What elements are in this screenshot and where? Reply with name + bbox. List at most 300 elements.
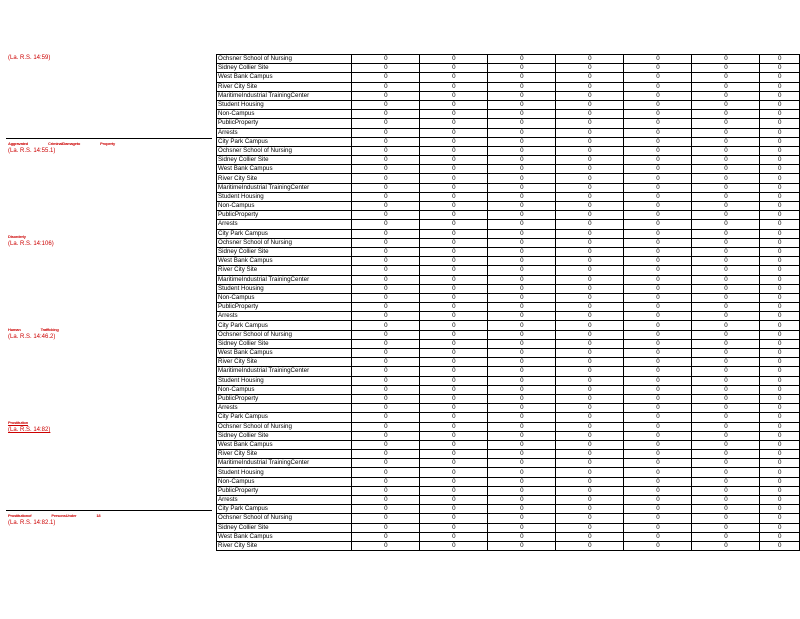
count-cell: 0	[624, 358, 692, 367]
count-cell: 0	[556, 496, 624, 505]
count-cell: 0	[760, 413, 800, 422]
offense-title	[8, 327, 79, 332]
statute-reference: (La. R.S. 14:106)	[8, 241, 54, 247]
count-cell: 0	[760, 477, 800, 486]
count-cell: 0	[692, 146, 760, 155]
count-cell: 0	[352, 275, 420, 284]
count-cell: 0	[420, 192, 488, 201]
count-cell: 0	[760, 394, 800, 403]
count-cell: 0	[760, 82, 800, 91]
count-cell: 0	[556, 165, 624, 174]
count-cell: 0	[692, 266, 760, 275]
count-cell: 0	[352, 266, 420, 275]
table-row	[217, 128, 800, 137]
count-cell: 0	[624, 146, 692, 155]
count-cell: 0	[488, 358, 556, 367]
statute-reference: (La. R.S. 14:59)	[8, 55, 51, 61]
count-cell: 0	[760, 211, 800, 220]
location-cell: Student Housing	[217, 100, 352, 109]
count-cell: 0	[488, 284, 556, 293]
count-cell: 0	[556, 514, 624, 523]
count-cell: 0	[488, 82, 556, 91]
count-cell: 0	[488, 73, 556, 82]
location-cell: Non-Campus	[217, 110, 352, 119]
count-cell: 0	[488, 367, 556, 376]
count-cell: 0	[420, 431, 488, 440]
count-cell: 0	[352, 358, 420, 367]
count-cell: 0	[692, 358, 760, 367]
location-cell: Arrests	[217, 220, 352, 229]
count-cell: 0	[352, 183, 420, 192]
table-row	[217, 192, 800, 201]
table-row	[217, 238, 800, 247]
count-cell: 0	[624, 156, 692, 165]
statute-reference: (La. R.S. 14:46.2)	[8, 334, 56, 340]
count-cell: 0	[420, 247, 488, 256]
count-cell: 0	[488, 238, 556, 247]
count-cell: 0	[624, 486, 692, 495]
count-cell: 0	[488, 330, 556, 339]
count-cell: 0	[624, 376, 692, 385]
count-cell: 0	[420, 413, 488, 422]
table-row	[217, 146, 800, 155]
count-cell: 0	[352, 284, 420, 293]
count-cell: 0	[624, 247, 692, 256]
count-cell: 0	[692, 431, 760, 440]
count-cell: 0	[420, 477, 488, 486]
count-cell: 0	[556, 541, 624, 550]
table-row	[217, 486, 800, 495]
count-cell: 0	[488, 174, 556, 183]
count-cell: 0	[760, 220, 800, 229]
count-cell: 0	[488, 202, 556, 211]
count-cell: 0	[692, 211, 760, 220]
location-cell: Arrests	[217, 404, 352, 413]
location-cell: Ochsner School of Nursing	[217, 238, 352, 247]
count-cell: 0	[624, 330, 692, 339]
count-cell: 0	[420, 156, 488, 165]
count-cell: 0	[420, 459, 488, 468]
location-cell: River City Site	[217, 266, 352, 275]
count-cell: 0	[692, 137, 760, 146]
table-row	[217, 477, 800, 486]
location-cell: Sidney Collier Site	[217, 156, 352, 165]
offense-title-word: Aggravated	[8, 141, 29, 146]
count-cell: 0	[420, 312, 488, 321]
count-cell: 0	[624, 238, 692, 247]
offense-title	[8, 420, 48, 425]
count-cell: 0	[760, 229, 800, 238]
count-cell: 0	[556, 174, 624, 183]
count-cell: 0	[692, 192, 760, 201]
count-cell: 0	[556, 523, 624, 532]
count-cell: 0	[624, 450, 692, 459]
count-cell: 0	[760, 73, 800, 82]
count-cell: 0	[692, 119, 760, 128]
count-cell: 0	[760, 293, 800, 302]
count-cell: 0	[556, 211, 624, 220]
table-row	[217, 514, 800, 523]
table-row	[217, 257, 800, 266]
count-cell: 0	[352, 293, 420, 302]
count-cell: 0	[420, 266, 488, 275]
count-cell: 0	[352, 468, 420, 477]
count-cell: 0	[556, 477, 624, 486]
location-cell: City Park Campus	[217, 137, 352, 146]
count-cell: 0	[624, 192, 692, 201]
count-cell: 0	[556, 532, 624, 541]
count-cell: 0	[624, 266, 692, 275]
count-cell: 0	[692, 91, 760, 100]
table-row	[217, 275, 800, 284]
table-row	[217, 422, 800, 431]
count-cell: 0	[352, 541, 420, 550]
table-row	[217, 523, 800, 532]
count-cell: 0	[556, 385, 624, 394]
count-cell: 0	[692, 238, 760, 247]
location-cell: PublicProperty	[217, 486, 352, 495]
count-cell: 0	[556, 358, 624, 367]
count-cell: 0	[624, 119, 692, 128]
count-cell: 0	[624, 174, 692, 183]
count-cell: 0	[760, 440, 800, 449]
count-cell: 0	[692, 422, 760, 431]
count-cell: 0	[692, 165, 760, 174]
count-cell: 0	[488, 349, 556, 358]
table-row	[217, 505, 800, 514]
count-cell: 0	[488, 266, 556, 275]
count-cell: 0	[760, 247, 800, 256]
count-cell: 0	[488, 468, 556, 477]
count-cell: 0	[556, 119, 624, 128]
count-cell: 0	[692, 459, 760, 468]
count-cell: 0	[760, 128, 800, 137]
count-cell: 0	[352, 220, 420, 229]
count-cell: 0	[420, 202, 488, 211]
count-cell: 0	[488, 192, 556, 201]
count-cell: 0	[488, 486, 556, 495]
count-cell: 0	[760, 303, 800, 312]
count-cell: 0	[624, 165, 692, 174]
count-cell: 0	[760, 55, 800, 64]
location-cell: PublicProperty	[217, 303, 352, 312]
count-cell: 0	[692, 477, 760, 486]
count-cell: 0	[760, 174, 800, 183]
count-cell: 0	[352, 367, 420, 376]
table-row	[217, 496, 800, 505]
count-cell: 0	[556, 312, 624, 321]
table-row	[217, 229, 800, 238]
count-cell: 0	[692, 514, 760, 523]
count-cell: 0	[692, 330, 760, 339]
count-cell: 0	[352, 431, 420, 440]
count-cell: 0	[352, 321, 420, 330]
count-cell: 0	[556, 229, 624, 238]
offense-title	[8, 513, 120, 518]
count-cell: 0	[760, 367, 800, 376]
count-cell: 0	[352, 137, 420, 146]
count-cell: 0	[420, 376, 488, 385]
table-row	[217, 73, 800, 82]
count-cell: 0	[760, 64, 800, 73]
table-row	[217, 110, 800, 119]
count-cell: 0	[488, 385, 556, 394]
count-cell: 0	[692, 275, 760, 284]
location-cell: Sidney Collier Site	[217, 431, 352, 440]
table-row	[217, 183, 800, 192]
count-cell: 0	[488, 257, 556, 266]
count-cell: 0	[420, 404, 488, 413]
table-row	[217, 385, 800, 394]
count-cell: 0	[420, 211, 488, 220]
count-cell: 0	[624, 211, 692, 220]
count-cell: 0	[420, 119, 488, 128]
count-cell: 0	[692, 202, 760, 211]
count-cell: 0	[556, 321, 624, 330]
count-cell: 0	[624, 349, 692, 358]
count-cell: 0	[760, 100, 800, 109]
count-cell: 0	[420, 137, 488, 146]
count-cell: 0	[692, 183, 760, 192]
count-cell: 0	[488, 91, 556, 100]
table-row	[217, 394, 800, 403]
count-cell: 0	[624, 293, 692, 302]
count-cell: 0	[420, 284, 488, 293]
count-cell: 0	[420, 385, 488, 394]
count-cell: 0	[488, 156, 556, 165]
count-cell: 0	[488, 532, 556, 541]
count-cell: 0	[624, 257, 692, 266]
count-cell: 0	[692, 220, 760, 229]
count-cell: 0	[692, 174, 760, 183]
count-cell: 0	[556, 146, 624, 155]
count-cell: 0	[760, 505, 800, 514]
location-cell: City Park Campus	[217, 321, 352, 330]
count-cell: 0	[760, 275, 800, 284]
count-cell: 0	[488, 128, 556, 137]
table-row	[217, 100, 800, 109]
location-cell: Ochsner School of Nursing	[217, 330, 352, 339]
location-cell: West Bank Campus	[217, 349, 352, 358]
count-cell: 0	[420, 486, 488, 495]
count-cell: 0	[352, 385, 420, 394]
count-cell: 0	[692, 100, 760, 109]
table-row	[217, 174, 800, 183]
count-cell: 0	[352, 82, 420, 91]
location-cell: West Bank Campus	[217, 440, 352, 449]
location-cell: River City Site	[217, 174, 352, 183]
count-cell: 0	[556, 459, 624, 468]
count-cell: 0	[488, 422, 556, 431]
count-cell: 0	[420, 321, 488, 330]
count-cell: 0	[352, 238, 420, 247]
count-cell: 0	[352, 247, 420, 256]
count-cell: 0	[624, 413, 692, 422]
count-cell: 0	[352, 523, 420, 532]
location-cell: Sidney Collier Site	[217, 64, 352, 73]
count-cell: 0	[692, 257, 760, 266]
count-cell: 0	[488, 220, 556, 229]
count-cell: 0	[692, 349, 760, 358]
statute-reference: (La. R.S. 14:82)	[8, 427, 51, 433]
offense-title	[8, 234, 46, 239]
location-cell: River City Site	[217, 82, 352, 91]
count-cell: 0	[488, 55, 556, 64]
table-row	[217, 321, 800, 330]
location-cell: West Bank Campus	[217, 257, 352, 266]
count-cell: 0	[420, 422, 488, 431]
count-cell: 0	[624, 303, 692, 312]
count-cell: 0	[352, 91, 420, 100]
count-cell: 0	[420, 73, 488, 82]
count-cell: 0	[624, 385, 692, 394]
location-cell: City Park Campus	[217, 229, 352, 238]
count-cell: 0	[624, 514, 692, 523]
count-cell: 0	[488, 413, 556, 422]
count-cell: 0	[420, 541, 488, 550]
count-cell: 0	[488, 100, 556, 109]
location-cell: Student Housing	[217, 192, 352, 201]
count-cell: 0	[692, 82, 760, 91]
count-cell: 0	[556, 238, 624, 247]
count-cell: 0	[488, 440, 556, 449]
count-cell: 0	[556, 505, 624, 514]
count-cell: 0	[556, 404, 624, 413]
table-row	[217, 202, 800, 211]
table-row	[217, 450, 800, 459]
count-cell: 0	[624, 404, 692, 413]
count-cell: 0	[760, 468, 800, 477]
count-cell: 0	[692, 367, 760, 376]
count-cell: 0	[624, 532, 692, 541]
count-cell: 0	[624, 100, 692, 109]
count-cell: 0	[760, 450, 800, 459]
count-cell: 0	[692, 321, 760, 330]
table-row	[217, 330, 800, 339]
count-cell: 0	[352, 459, 420, 468]
count-cell: 0	[556, 202, 624, 211]
count-cell: 0	[692, 312, 760, 321]
count-cell: 0	[352, 404, 420, 413]
count-cell: 0	[556, 367, 624, 376]
count-cell: 0	[420, 468, 488, 477]
count-cell: 0	[420, 128, 488, 137]
count-cell: 0	[556, 275, 624, 284]
table-row	[217, 266, 800, 275]
count-cell: 0	[692, 156, 760, 165]
count-cell: 0	[692, 532, 760, 541]
count-cell: 0	[420, 532, 488, 541]
location-cell: West Bank Campus	[217, 73, 352, 82]
count-cell: 0	[624, 321, 692, 330]
offense-title-word: Prostitution	[8, 420, 29, 425]
count-cell: 0	[488, 496, 556, 505]
count-cell: 0	[556, 192, 624, 201]
count-cell: 0	[760, 523, 800, 532]
count-cell: 0	[692, 73, 760, 82]
count-cell: 0	[760, 137, 800, 146]
count-cell: 0	[760, 541, 800, 550]
count-cell: 0	[760, 385, 800, 394]
count-cell: 0	[488, 137, 556, 146]
count-cell: 0	[420, 146, 488, 155]
table-row	[217, 284, 800, 293]
count-cell: 0	[352, 312, 420, 321]
count-cell: 0	[760, 192, 800, 201]
table-row	[217, 349, 800, 358]
count-cell: 0	[624, 128, 692, 137]
count-cell: 0	[760, 257, 800, 266]
count-cell: 0	[624, 541, 692, 550]
count-cell: 0	[624, 137, 692, 146]
table-row	[217, 293, 800, 302]
count-cell: 0	[556, 73, 624, 82]
location-cell: MaritimeIndustrial TrainingCenter	[217, 367, 352, 376]
count-cell: 0	[692, 229, 760, 238]
count-cell: 0	[692, 404, 760, 413]
count-cell: 0	[760, 119, 800, 128]
location-cell: MaritimeIndustrial TrainingCenter	[217, 183, 352, 192]
count-cell: 0	[692, 486, 760, 495]
location-cell: Sidney Collier Site	[217, 523, 352, 532]
count-cell: 0	[420, 330, 488, 339]
table-row	[217, 541, 800, 550]
count-cell: 0	[420, 64, 488, 73]
count-cell: 0	[692, 523, 760, 532]
count-cell: 0	[760, 459, 800, 468]
count-cell: 0	[352, 174, 420, 183]
count-cell: 0	[760, 339, 800, 348]
count-cell: 0	[352, 119, 420, 128]
count-cell: 0	[556, 450, 624, 459]
count-cell: 0	[352, 514, 420, 523]
location-cell: Student Housing	[217, 376, 352, 385]
count-cell: 0	[556, 394, 624, 403]
count-cell: 0	[556, 330, 624, 339]
count-cell: 0	[488, 303, 556, 312]
location-cell: City Park Campus	[217, 505, 352, 514]
location-cell: River City Site	[217, 358, 352, 367]
table-row	[217, 358, 800, 367]
location-cell: Ochsner School of Nursing	[217, 146, 352, 155]
count-cell: 0	[556, 413, 624, 422]
count-cell: 0	[420, 358, 488, 367]
count-cell: 0	[488, 477, 556, 486]
table-row	[217, 468, 800, 477]
count-cell: 0	[488, 64, 556, 73]
count-cell: 0	[352, 496, 420, 505]
count-cell: 0	[556, 128, 624, 137]
count-cell: 0	[420, 174, 488, 183]
count-cell: 0	[624, 55, 692, 64]
table-row	[217, 459, 800, 468]
count-cell: 0	[556, 339, 624, 348]
table-row	[217, 404, 800, 413]
count-cell: 0	[352, 303, 420, 312]
count-cell: 0	[760, 532, 800, 541]
location-cell: Ochsner School of Nursing	[217, 55, 352, 64]
count-cell: 0	[692, 394, 760, 403]
count-cell: 0	[624, 431, 692, 440]
count-cell: 0	[692, 440, 760, 449]
location-cell: River City Site	[217, 541, 352, 550]
count-cell: 0	[760, 156, 800, 165]
table-row	[217, 91, 800, 100]
count-cell: 0	[352, 202, 420, 211]
location-cell: West Bank Campus	[217, 165, 352, 174]
count-cell: 0	[556, 64, 624, 73]
count-cell: 0	[760, 183, 800, 192]
